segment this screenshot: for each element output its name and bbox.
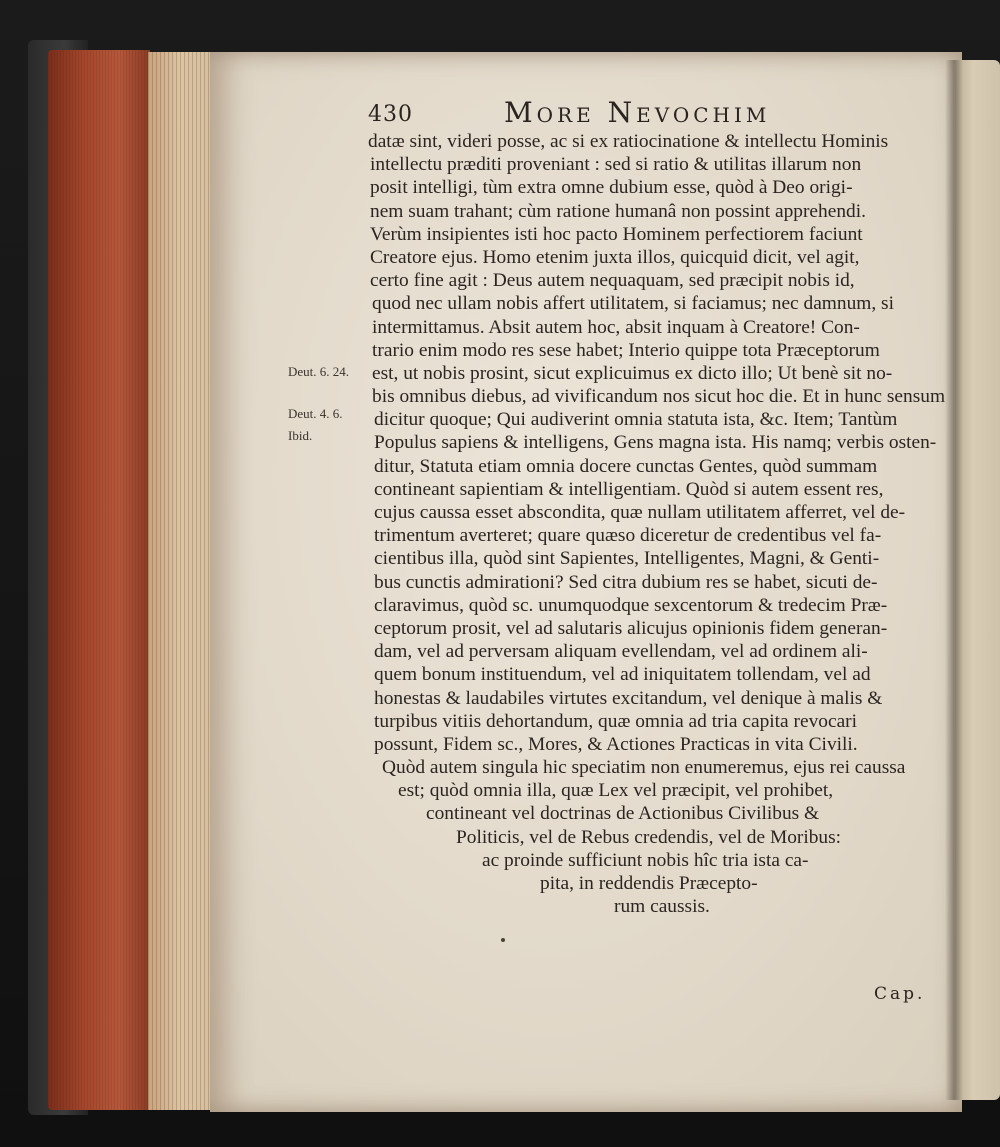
text-line: Quòd autem singula hic speciatim non enumeremus, ejus rei caussa: [382, 757, 906, 779]
text-line: cujus caussa esset abscondita, quæ nullam utilitatem afferret, vel de-: [374, 502, 906, 523]
text-line: Politicis, vel de Rebus credendis, vel de Moribus:: [456, 826, 842, 848]
text-line: rum caussis.: [614, 896, 710, 918]
text-line: ac proinde sufficiunt nobis hîc tria ista ca-: [482, 849, 809, 871]
text-line: est; quòd omnia illa, quæ Lex vel præcipit, vel prohibet,: [398, 780, 834, 802]
text-line: nem suam trahant; cùm ratione humanâ non possint apprehendi.: [370, 200, 866, 222]
text-line: intellectu præditi proveniant : sed si ratio & utilitas illarum non: [370, 154, 862, 176]
text-line: Verùm insipientes isti hoc pacto Hominem perfectiorem faciunt: [370, 223, 863, 245]
text-line: quod nec ullam nobis affert utilitatem, si faciamus; nec damnum, si: [372, 293, 894, 315]
body-text: [368, 130, 946, 918]
text-line: honestas & laudabiles virtutes excitandum, vel denique à malis &: [374, 687, 883, 709]
text-line: quem bonum instituendum, vel ad iniquitatem tollendam, vel ad: [374, 664, 871, 686]
text-line: posit intelligi, tùm extra omne dubium esse, quòd à Deo origi-: [370, 177, 853, 199]
text-line: est, ut nobis prosint, sicut explicuimus ex dicto illo; Ut benè sit no-: [372, 362, 893, 384]
page-edges: [48, 50, 150, 1110]
margin-note: Deut. 6. 24.: [288, 364, 350, 379]
text-line: intermittamus. Absit autem hoc, absit inquam à Creatore! Con-: [372, 316, 860, 338]
text-line: cientibus illa, quòd sint Sapientes, Intelligentes, Magni, & Genti-: [374, 548, 880, 570]
page-number: 430: [368, 102, 413, 127]
text-line: contineant vel doctrinas de Actionibus Civilibus &: [426, 803, 820, 825]
text-line: dicitur quoque; Qui audiverint omnia statuta ista, &c. Item; Tantùm: [374, 409, 898, 431]
text-line: claravimus, quòd sc. unumquodque sexcentorum & tredecim Præ-: [374, 594, 888, 616]
spine-shadow: [945, 60, 963, 1100]
text-line: trimentum averteret; quare quæso diceretur de credentibus vel fa-: [374, 525, 882, 547]
margin-note: Deut. 4. 6.: [288, 406, 343, 421]
text-line: bis omnibus diebus, ad vivificandum nos sicut hoc die. Et in hunc sensum: [372, 386, 946, 408]
text-line: pita, in reddendis Præcepto-: [540, 873, 758, 894]
paper-speck: [501, 938, 505, 942]
running-title: More Nevochim: [504, 96, 771, 129]
text-line: datæ sint, videri posse, ac si ex ratiocinatione & intellectu Hominis: [368, 131, 889, 152]
text-line: ditur, Statuta etiam omnia docere cunctas Gentes, quòd summam: [374, 455, 878, 477]
text-line: certo fine agit : Deus autem nequaquam, sed præcipit nobis id,: [370, 270, 855, 292]
text-line: turpibus vitiis dehortandum, quæ omnia ad tria capita revocari: [374, 710, 858, 732]
text-line: bus cunctis admirationi? Sed citra dubium res se habet, sicuti de-: [374, 571, 878, 593]
page-gutter: [148, 52, 212, 1110]
text-line: trario enim modo res sese habet; Interio quippe tota Præceptorum: [372, 339, 880, 361]
catchword: Cap.: [874, 984, 926, 1004]
text-line: Populus sapiens & intelligens, Gens magna ista. His namq; verbis osten-: [374, 432, 937, 454]
text-line: dam, vel ad perversam aliquam evellendam, vel ad ordinem ali-: [374, 641, 868, 663]
margin-note: Ibid.: [288, 428, 313, 443]
text-line: Creatore ejus. Homo etenim juxta illos, quicquid dicit, vel agit,: [370, 246, 860, 268]
text-line: possunt, Fidem sc., Mores, & Actiones Practicas in vita Civili.: [374, 733, 858, 755]
text-line: contineant sapientiam & intelligentiam. Quòd si autem essent res,: [374, 478, 884, 500]
text-line: ceptorum prosit, vel ad salutaris alicujus opinionis fidem generan-: [374, 617, 888, 639]
